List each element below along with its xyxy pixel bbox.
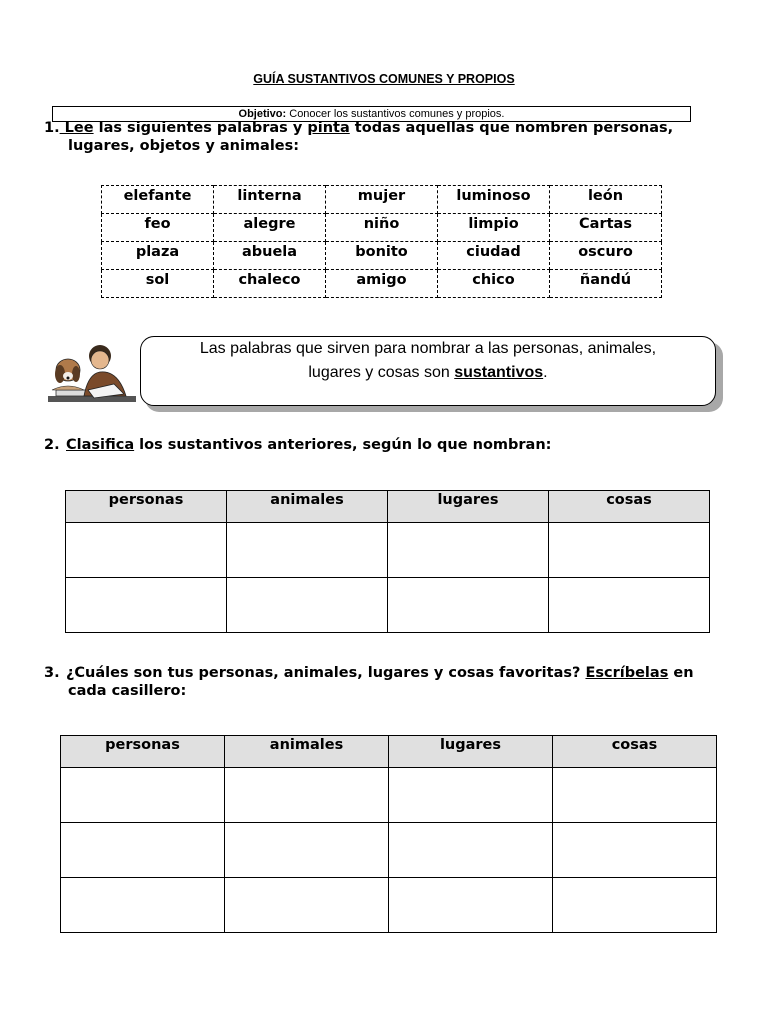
classify-header-animales: animales: [227, 491, 388, 523]
table-row: [66, 578, 710, 633]
word-cell[interactable]: oscuro: [550, 242, 662, 270]
word-cell[interactable]: Cartas: [550, 214, 662, 242]
definition-callout: [140, 336, 716, 406]
classify-header-lugares: lugares: [388, 491, 549, 523]
answer-cell[interactable]: [553, 823, 717, 878]
callout-line2b: .: [543, 364, 548, 381]
answer-cell[interactable]: [66, 578, 227, 633]
word-cell[interactable]: elefante: [102, 186, 214, 214]
callout-line2: [141, 361, 715, 385]
favorites-table: [60, 735, 717, 933]
q3-text1: ¿Cuáles son tus personas, animales, lugares y cosas favoritas?: [66, 665, 586, 681]
question-2: [44, 436, 722, 454]
q2-text: los sustantivos anteriores, según lo que nombran:: [134, 437, 552, 453]
question-1: [44, 119, 722, 155]
answer-cell[interactable]: [553, 768, 717, 823]
word-cell[interactable]: feo: [102, 214, 214, 242]
q2-verb: Clasifica: [66, 437, 135, 453]
classify-header-personas: personas: [66, 491, 227, 523]
q1-verb-lee: Lee: [59, 120, 94, 136]
word-cell[interactable]: bonito: [326, 242, 438, 270]
word-cell[interactable]: alegre: [214, 214, 326, 242]
table-row: [102, 242, 662, 270]
q1-line2: lugares, objetos y animales:: [68, 138, 300, 154]
answer-cell[interactable]: [389, 823, 553, 878]
word-cell[interactable]: plaza: [102, 242, 214, 270]
answer-cell[interactable]: [227, 578, 388, 633]
words-table: [101, 185, 662, 298]
callout-emph: sustantivos: [454, 364, 544, 381]
word-cell[interactable]: amigo: [326, 270, 438, 298]
answer-cell[interactable]: [389, 768, 553, 823]
question-3: [44, 664, 722, 700]
q3-number: 3.: [44, 665, 60, 681]
classify-header-cosas: cosas: [549, 491, 710, 523]
q3-verb: Escríbelas: [585, 665, 669, 681]
objective-label: Objetivo:: [238, 108, 287, 120]
word-cell[interactable]: ciudad: [438, 242, 550, 270]
table-row: [102, 186, 662, 214]
table-row: [61, 768, 717, 823]
word-cell[interactable]: mujer: [326, 186, 438, 214]
table-row: [61, 823, 717, 878]
word-cell[interactable]: chaleco: [214, 270, 326, 298]
table-row: [102, 214, 662, 242]
answer-cell[interactable]: [61, 823, 225, 878]
q1-text1: las siguientes palabras y: [93, 120, 308, 136]
word-cell[interactable]: linterna: [214, 186, 326, 214]
word-cell[interactable]: luminoso: [438, 186, 550, 214]
q3-line2: cada casillero:: [68, 683, 187, 699]
word-cell[interactable]: león: [550, 186, 662, 214]
favorites-header-personas: personas: [61, 736, 225, 768]
page-title: GUÍA SUSTANTIVOS COMUNES Y PROPIOS: [253, 72, 515, 86]
word-cell[interactable]: limpio: [438, 214, 550, 242]
word-cell[interactable]: chico: [438, 270, 550, 298]
table-row: [61, 878, 717, 933]
boy-reading-with-dog-icon: [48, 340, 136, 404]
q1-verb-pinta: pinta: [307, 120, 350, 136]
q3-text2: en: [668, 665, 694, 681]
answer-cell[interactable]: [225, 768, 389, 823]
word-cell[interactable]: abuela: [214, 242, 326, 270]
callout-line2a: lugares y cosas son: [308, 364, 455, 381]
favorites-header-lugares: lugares: [389, 736, 553, 768]
table-row: [102, 270, 662, 298]
classify-table: [65, 490, 710, 633]
q1-number: 1.: [44, 120, 60, 136]
table-row: [66, 523, 710, 578]
answer-cell[interactable]: [553, 878, 717, 933]
callout-line1: Las palabras que sirven para nombrar a las personas, animales,: [199, 340, 657, 357]
answer-cell[interactable]: [61, 768, 225, 823]
answer-cell[interactable]: [549, 578, 710, 633]
favorites-header-cosas: cosas: [553, 736, 717, 768]
answer-cell[interactable]: [61, 878, 225, 933]
word-cell[interactable]: ñandú: [550, 270, 662, 298]
word-cell[interactable]: sol: [102, 270, 214, 298]
favorites-header-animales: animales: [225, 736, 389, 768]
q2-number: 2.: [44, 437, 60, 453]
answer-cell[interactable]: [389, 878, 553, 933]
objective-text: Conocer los sustantivos comunes y propios.: [286, 108, 505, 120]
answer-cell[interactable]: [549, 523, 710, 578]
answer-cell[interactable]: [225, 878, 389, 933]
word-cell[interactable]: niño: [326, 214, 438, 242]
answer-cell[interactable]: [225, 823, 389, 878]
answer-cell[interactable]: [66, 523, 227, 578]
answer-cell[interactable]: [388, 523, 549, 578]
answer-cell[interactable]: [388, 578, 549, 633]
q1-text2: todas aquellas que nombren personas,: [349, 120, 674, 136]
answer-cell[interactable]: [227, 523, 388, 578]
